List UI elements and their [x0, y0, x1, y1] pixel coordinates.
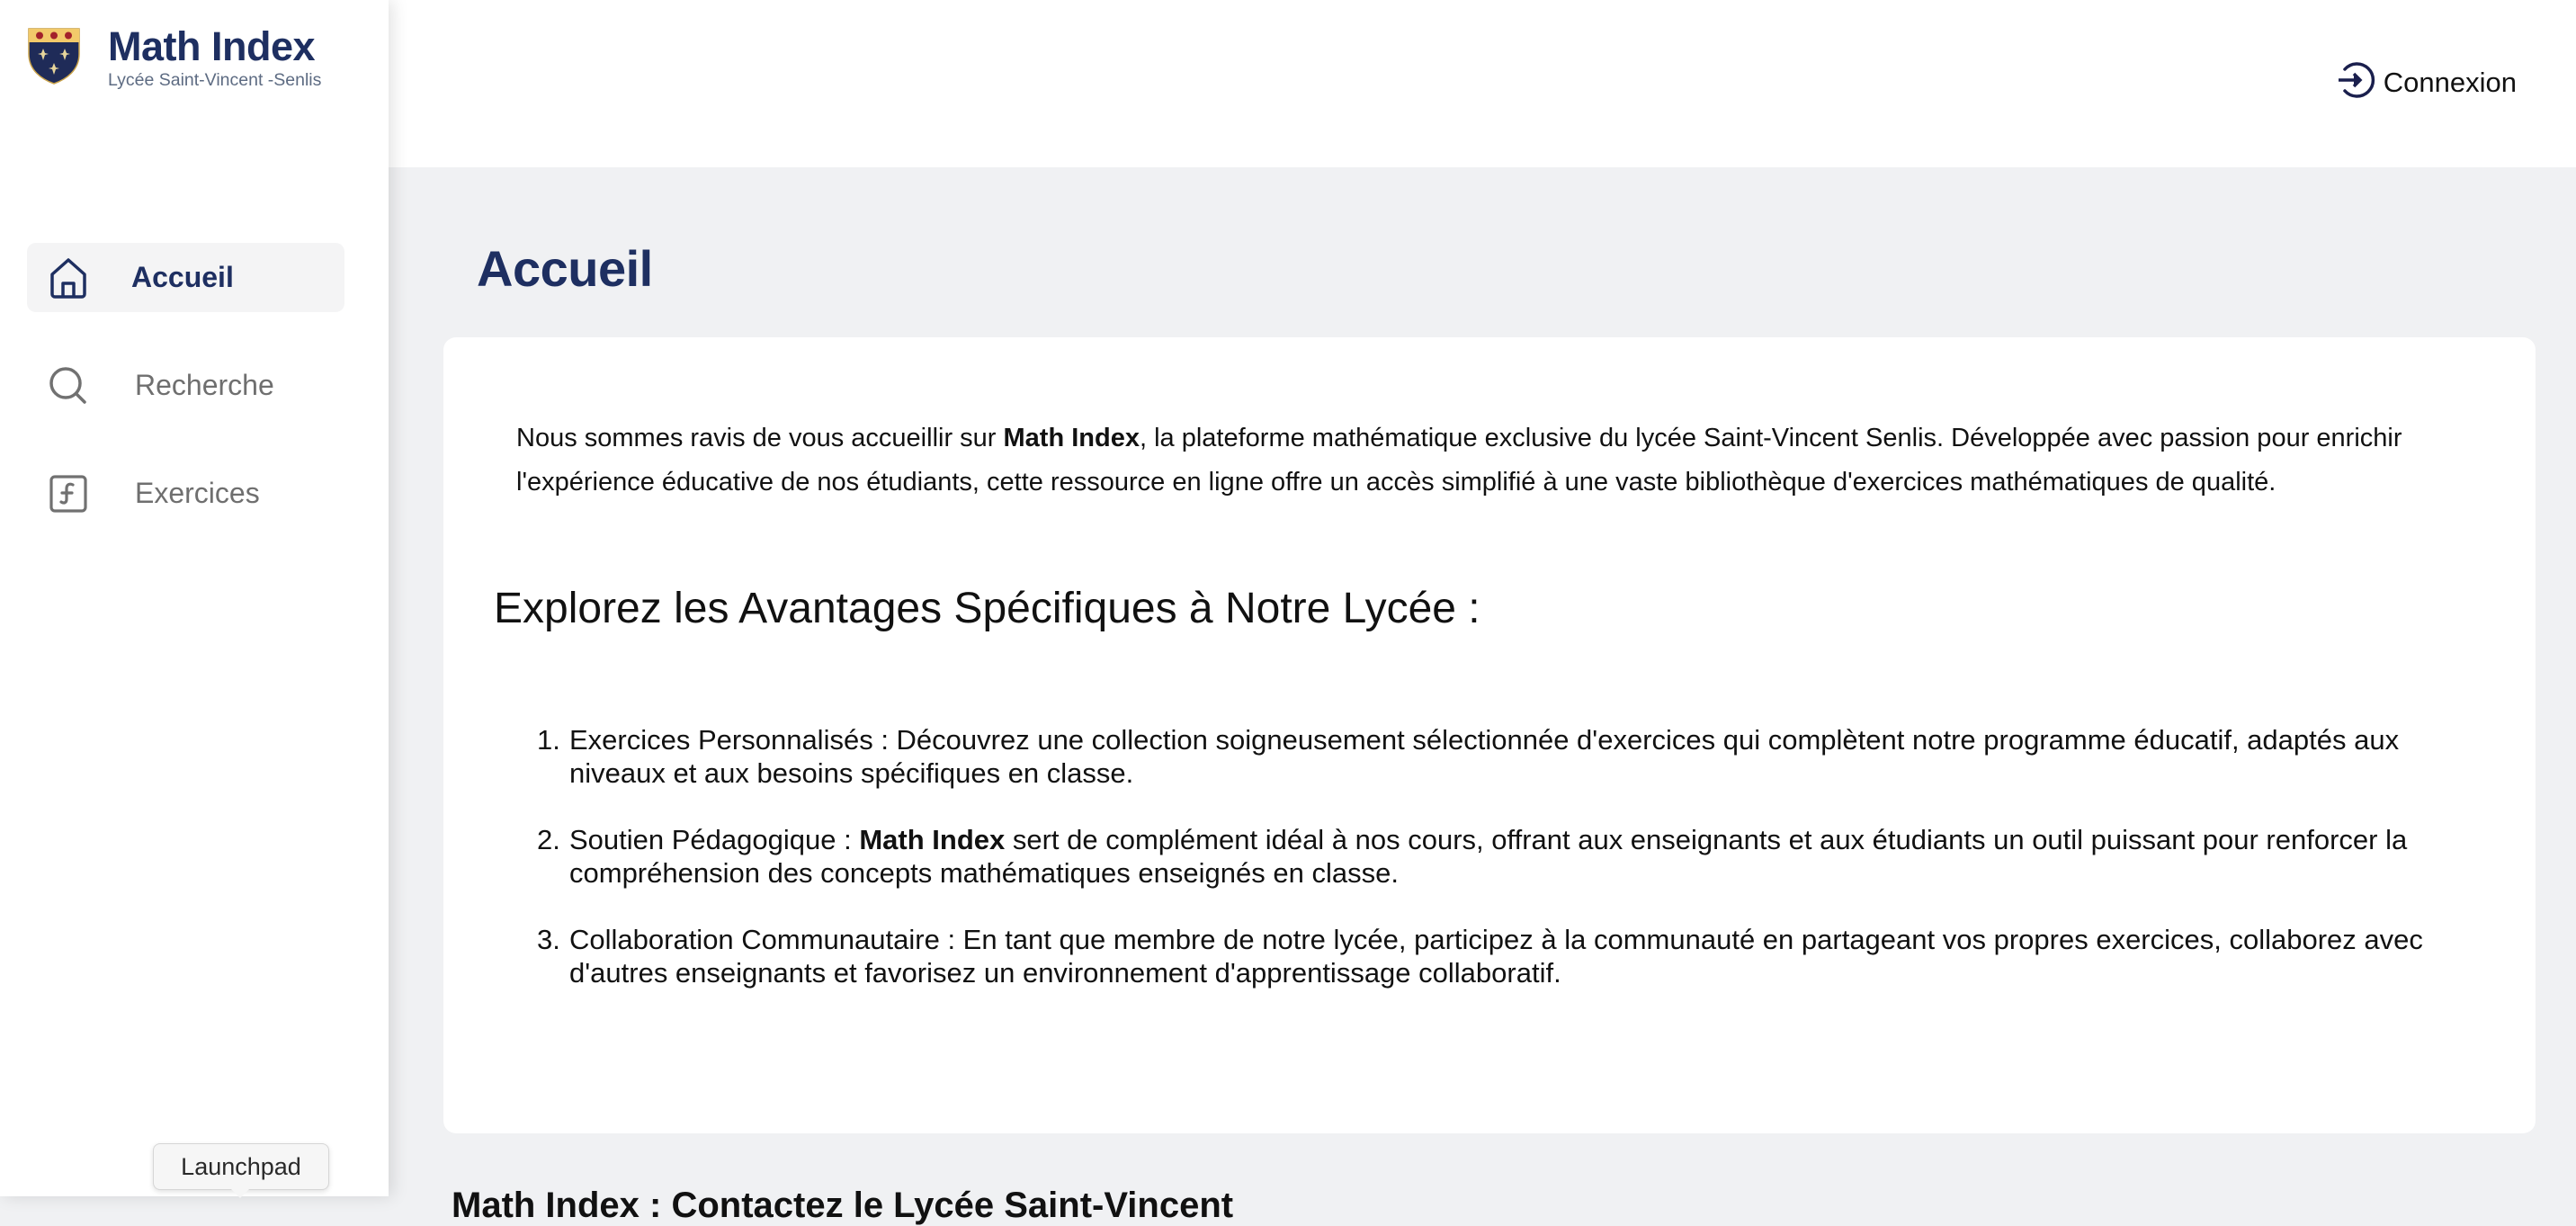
sidebar-item-recherche[interactable]: [27, 351, 344, 420]
school-crest-shield-icon: [27, 27, 81, 85]
welcome-card: [443, 337, 2536, 1133]
sidebar-nav: [27, 243, 344, 528]
page-title: Accueil: [477, 240, 653, 297]
function-icon: [47, 472, 90, 515]
app-title: Math Index: [108, 23, 316, 69]
list-number: 3.: [537, 924, 560, 955]
list-text: sert de complément idéal à nos cours, offrant aux enseignants et aux étudiants un outil puissant pour renforcer la compréhension des concepts mathématiques enseignés en classe.: [569, 824, 2408, 889]
sidebar-item-accueil[interactable]: [27, 243, 344, 312]
list-item: [537, 723, 2440, 790]
sidebar-item-label: Exercices: [135, 477, 260, 509]
list-text: Soutien Pédagogique :: [569, 824, 860, 855]
launchpad-tooltip: Launchpad: [153, 1143, 329, 1190]
contact-heading: Math Index : Contactez le Lycée Saint-Vincent: [452, 1186, 1234, 1225]
login-arrow-icon: [2337, 61, 2375, 103]
sidebar-item-label: Recherche: [135, 369, 274, 401]
list-text: Collaboration Communautaire : En tant que membre de notre lycée, participez à la communauté en partageant vos propres exercices, collaborez avec d'autres enseignants et favorisez un environnement d'apprentissage collaboratif.: [569, 924, 2423, 989]
sidebar-item-exercices[interactable]: [27, 459, 344, 528]
sidebar: [0, 0, 389, 1196]
sidebar-item-label: Accueil: [131, 261, 234, 293]
intro-brand: Math Index: [1003, 424, 1140, 452]
top-header: [389, 0, 2576, 167]
intro-text: Nous sommes ravis de vous accueillir sur: [516, 424, 1004, 452]
list-text: Exercices Personnalisés : Découvrez une collection soigneusement sélectionnée d'exercices qui complètent notre programme éducatif, adaptés aux niveaux et aux besoins spécifiques en classe.: [569, 724, 2400, 789]
list-item: [537, 823, 2440, 890]
intro-paragraph: [516, 416, 2477, 505]
list-item: [537, 923, 2440, 989]
features-list: [537, 723, 2440, 1023]
login-label: Connexion: [2383, 66, 2517, 98]
login-button[interactable]: [2337, 61, 2517, 103]
app-subtitle: Lycée Saint-Vincent -Senlis: [108, 70, 322, 90]
search-icon: [47, 364, 90, 407]
home-icon: [47, 256, 90, 300]
section-heading: Explorez les Avantages Spécifiques à Notre Lycée :: [494, 585, 1480, 632]
brand[interactable]: [27, 25, 321, 91]
list-brand: Math Index: [859, 824, 1006, 855]
list-number: 1.: [537, 724, 560, 756]
intro-text: , la plateforme mathématique exclusive du lycée Saint-Vincent Senlis. Développée avec passion pour enrichir l'expérience éducative de nos étudiants, cette ressource en ligne offre un accès simplifié à une vaste bibliothèque d'exercices mathématiques de qualité.: [516, 424, 2402, 497]
list-number: 2.: [537, 824, 560, 855]
